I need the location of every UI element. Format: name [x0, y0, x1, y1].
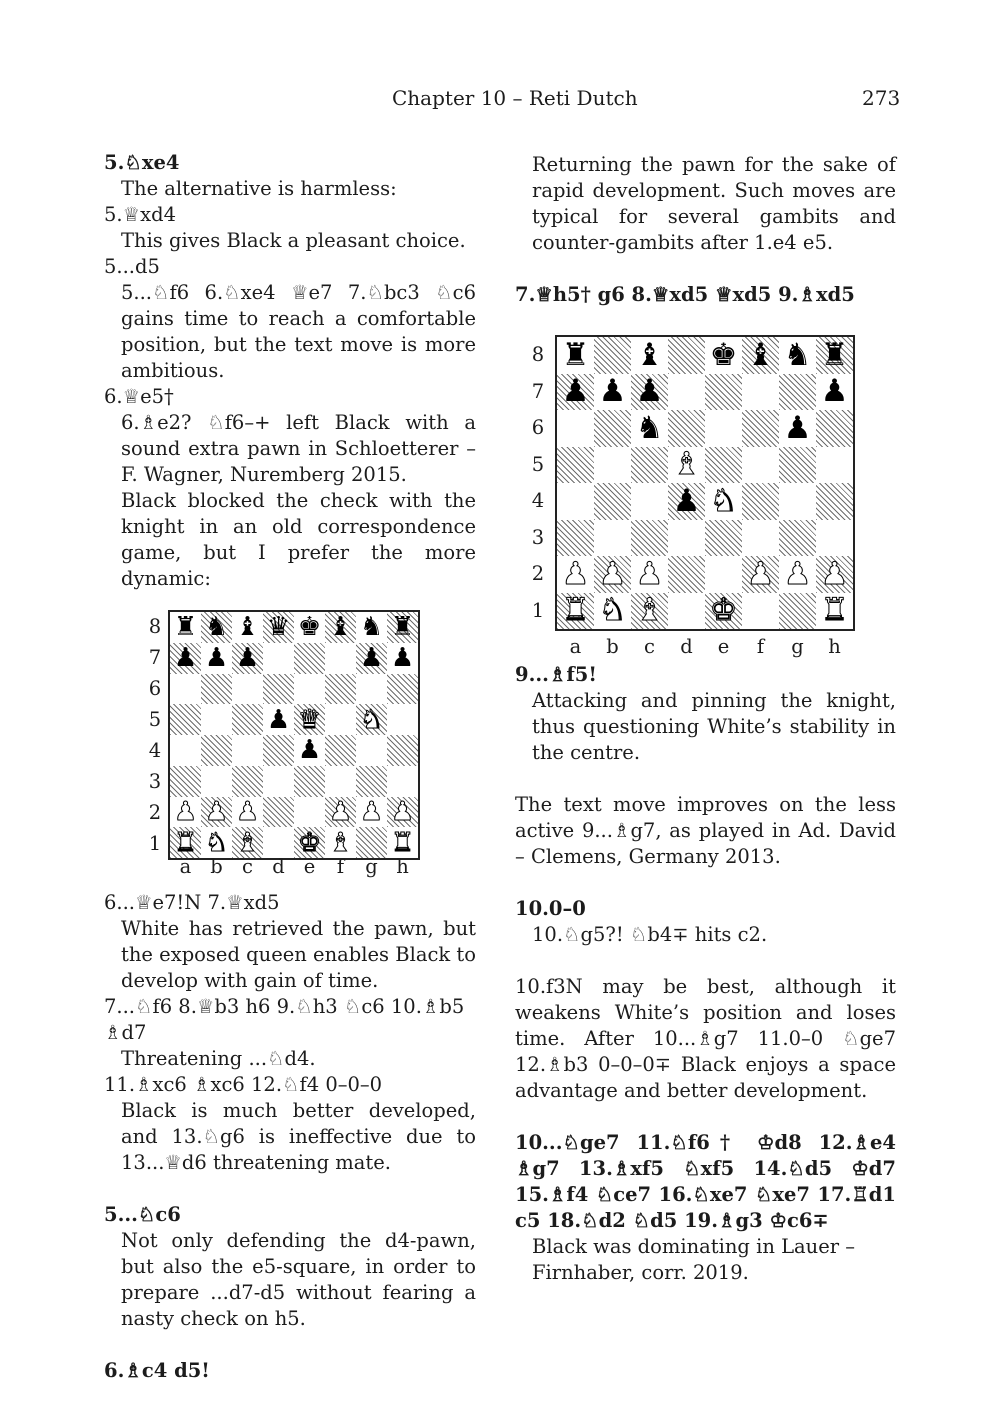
black-pawn-icon: ♟ [783, 409, 812, 446]
rank-label: 2 [531, 562, 545, 586]
file-label: e [717, 635, 730, 658]
file-label: h [828, 635, 841, 658]
white-bishop-icon: ♝ [672, 446, 701, 483]
board-square [201, 704, 232, 735]
white-bishop-icon: ♝ [235, 827, 260, 858]
board-square [631, 337, 668, 374]
board-square [779, 556, 816, 593]
file-labels [557, 632, 853, 662]
board-square [816, 447, 853, 484]
board-square [742, 410, 779, 447]
board-square [263, 643, 294, 674]
file-labels [170, 854, 418, 880]
board-square [779, 520, 816, 557]
white-knight-icon: ♞ [359, 704, 384, 735]
left-column [104, 150, 476, 1384]
board-square [779, 374, 816, 411]
board-square [232, 643, 263, 674]
board-square [201, 735, 232, 766]
black-pawn-icon: ♟ [235, 643, 260, 674]
board-square [705, 374, 742, 411]
board-square [779, 447, 816, 484]
board-square [263, 612, 294, 643]
rank-label: 5 [531, 452, 545, 476]
black-bishop-icon: ♝ [746, 336, 775, 373]
black-bishop-icon: ♝ [235, 612, 260, 643]
board-square [232, 674, 263, 705]
rank-label: 3 [531, 525, 545, 549]
commentary: Not only defending the d4-pawn, but also the e5-square, in order to prepare ...d7-d5 without fearing a nasty check on h5. [121, 1229, 476, 1330]
board-square [387, 674, 418, 705]
commentary: The alternative is harmless: [121, 177, 397, 200]
board-square [779, 410, 816, 447]
board-square [170, 612, 201, 643]
board-square [557, 337, 594, 374]
black-pawn-icon: ♟ [266, 704, 291, 735]
board-square [325, 674, 356, 705]
board-square [356, 674, 387, 705]
board-square [170, 674, 201, 705]
board-square [816, 410, 853, 447]
board-square [201, 797, 232, 828]
board-square [594, 483, 631, 520]
white-king-icon: ♚ [297, 827, 322, 858]
black-knight-icon: ♞ [359, 612, 384, 643]
rank-label: 5 [148, 707, 162, 731]
board-square [705, 447, 742, 484]
commentary: White has retrieved the pawn, but the exposed queen enables Black to develop with gain of time. [121, 917, 476, 992]
rank-labels [527, 337, 549, 629]
board-square [232, 704, 263, 735]
board-square [594, 593, 631, 630]
board-square [356, 643, 387, 674]
variation-move: 11.♗xc6 ♗xc6 12.♘f4 0–0–0 [104, 1073, 383, 1096]
board-square [631, 556, 668, 593]
black-rook-icon: ♜ [561, 336, 590, 373]
board-square [594, 410, 631, 447]
black-pawn-icon: ♟ [561, 373, 590, 410]
black-pawn-icon: ♟ [390, 643, 415, 674]
variation-move: 6.♕e5† [104, 385, 174, 408]
black-rook-icon: ♜ [173, 612, 198, 643]
board-square [742, 483, 779, 520]
black-pawn-icon: ♟ [598, 373, 627, 410]
commentary: 10.f3N may be best, although it weakens White’s position and loses time. After 10...♗g7 11.0–0 ♘ge7 12.♗b3 0–0–0∓ Black enjoys a space advantage and better development. [515, 975, 896, 1102]
board-square [631, 410, 668, 447]
board-square [594, 447, 631, 484]
board-square [557, 483, 594, 520]
board-square [668, 447, 705, 484]
board-square [201, 766, 232, 797]
board-square [779, 483, 816, 520]
board-square [294, 735, 325, 766]
board-square [631, 483, 668, 520]
board-square [387, 735, 418, 766]
white-queen-icon: ♛ [297, 704, 322, 735]
rank-label: 7 [148, 645, 162, 669]
black-rook-icon: ♜ [390, 612, 415, 643]
board-square [705, 483, 742, 520]
black-knight-icon: ♞ [783, 336, 812, 373]
black-bishop-icon: ♝ [328, 612, 353, 643]
board-square [325, 643, 356, 674]
board-square [816, 520, 853, 557]
rank-label: 6 [148, 676, 162, 700]
board-square [668, 520, 705, 557]
file-label: a [569, 635, 582, 658]
board-square [387, 766, 418, 797]
board-square [170, 704, 201, 735]
file-label: g [791, 635, 804, 658]
white-rook-icon: ♜ [820, 592, 849, 629]
commentary: Black was dominating in Lauer – Firnhaber, corr. 2019. [532, 1235, 856, 1284]
board-square [356, 766, 387, 797]
board-square [705, 337, 742, 374]
white-pawn-icon: ♟ [598, 555, 627, 592]
file-label: b [210, 855, 223, 878]
main-move: 9...♗f5! [515, 663, 597, 686]
board-square [201, 612, 232, 643]
rank-label: 7 [531, 379, 545, 403]
black-bishop-icon: ♝ [635, 336, 664, 373]
board-square [557, 556, 594, 593]
white-knight-icon: ♞ [598, 592, 627, 629]
board-square [387, 643, 418, 674]
board-square [170, 797, 201, 828]
board-square [816, 556, 853, 593]
rank-label: 2 [148, 800, 162, 824]
file-label: d [680, 635, 693, 658]
board-square [294, 704, 325, 735]
board-square [201, 674, 232, 705]
commentary: Black blocked the check with the knight in an old correspondence game, but I prefer the more dynamic: [121, 489, 476, 590]
commentary: 10.♘g5?! ♘b4∓ hits c2. [532, 923, 768, 946]
commentary: The text move improves on the less active 9...♗g7, as played in Ad. David – Clemens, Germany 2013. [515, 793, 896, 868]
rank-labels [145, 611, 165, 859]
board-square [294, 674, 325, 705]
board-square [232, 735, 263, 766]
board-square [294, 612, 325, 643]
white-pawn-icon: ♟ [204, 796, 229, 827]
rank-label: 4 [531, 489, 545, 513]
main-move: 5...♘c6 [104, 1203, 181, 1226]
white-pawn-icon: ♟ [328, 796, 353, 827]
black-pawn-icon: ♟ [297, 735, 322, 766]
board-square [557, 374, 594, 411]
commentary: Threatening ...♘d4. [121, 1047, 316, 1070]
rank-label: 1 [531, 598, 545, 622]
commentary: Black is much better developed, and 13.♘g6 is ineffective due to 13...♕d6 threatening mate. [121, 1099, 476, 1174]
main-move: 5.♘xe4 [104, 151, 180, 174]
board-square [294, 797, 325, 828]
main-move: 10...♘ge7 11.♘f6† ♔d8 12.♗e4 ♗g7 13.♗xf5 ♘xf5 14.♘d5 ♔d7 15.♗f4 ♘ce7 16.♘xe7 ♘xe7 17.♖d1 c5 18.♘d2 ♘d5 19.♗g3 ♔c6∓ [515, 1131, 896, 1232]
file-label: h [396, 855, 409, 878]
board-square [325, 735, 356, 766]
board-square [325, 797, 356, 828]
commentary: Returning the pawn for the sake of rapid development. Such moves are typical for several gambits and counter-gambits after 1.e4 e5. [532, 153, 896, 254]
board-square [387, 704, 418, 735]
white-pawn-icon: ♟ [820, 555, 849, 592]
black-queen-icon: ♛ [266, 612, 291, 643]
black-pawn-icon: ♟ [635, 373, 664, 410]
chess-diagram-1 [104, 600, 476, 880]
main-move: 10.0–0 [515, 897, 586, 920]
board-square [705, 593, 742, 630]
board-square [631, 593, 668, 630]
board-square [170, 643, 201, 674]
variation-move: 5.♕xd4 [104, 203, 176, 226]
file-label: c [644, 635, 655, 658]
black-king-icon: ♚ [297, 612, 322, 643]
commentary: 5...♘f6 6.♘xe4 ♕e7 7.♘bc3 ♘c6 gains time to reach a comfortable position, but the text move is more ambitious. [121, 281, 476, 382]
board-square [263, 674, 294, 705]
main-move: 6.♗c4 d5! [104, 1359, 210, 1382]
black-pawn-icon: ♟ [204, 643, 229, 674]
board-square [779, 593, 816, 630]
rank-label: 6 [531, 416, 545, 440]
white-pawn-icon: ♟ [390, 796, 415, 827]
rank-label: 8 [148, 614, 162, 638]
board-square [557, 593, 594, 630]
rank-label: 3 [148, 769, 162, 793]
board-square [387, 797, 418, 828]
file-label: b [606, 635, 619, 658]
board-square [742, 593, 779, 630]
commentary: Attacking and pinning the knight, thus questioning White’s stability in the centre. [532, 689, 896, 764]
white-king-icon: ♚ [709, 592, 738, 629]
black-king-icon: ♚ [709, 336, 738, 373]
file-label: g [365, 855, 378, 878]
board-square [668, 337, 705, 374]
board-square [557, 520, 594, 557]
board-square [742, 556, 779, 593]
variation-move: 5...d5 [104, 255, 160, 278]
board-square [232, 797, 263, 828]
board-square [668, 593, 705, 630]
board-square [325, 612, 356, 643]
white-pawn-icon: ♟ [359, 796, 384, 827]
board-square [263, 735, 294, 766]
white-pawn-icon: ♟ [173, 796, 198, 827]
file-label: d [272, 855, 285, 878]
board-square [668, 483, 705, 520]
variation-move: 7...♘f6 8.♕b3 h6 9.♘h3 ♘c6 10.♗b5 ♗d7 [104, 995, 465, 1044]
board-square [201, 643, 232, 674]
board-square [294, 766, 325, 797]
board-square [594, 374, 631, 411]
board-square [742, 447, 779, 484]
board-square [705, 410, 742, 447]
white-knight-icon: ♞ [204, 827, 229, 858]
board-square [779, 337, 816, 374]
white-pawn-icon: ♟ [746, 555, 775, 592]
white-pawn-icon: ♟ [561, 555, 590, 592]
file-label: a [179, 855, 192, 878]
board-square [294, 643, 325, 674]
black-pawn-icon: ♟ [672, 482, 701, 519]
board-square [631, 447, 668, 484]
board-square [816, 337, 853, 374]
board-square [232, 766, 263, 797]
board-square [668, 410, 705, 447]
chess-diagram-2 [515, 318, 896, 658]
white-bishop-icon: ♝ [635, 592, 664, 629]
board-square [263, 797, 294, 828]
board-square [557, 410, 594, 447]
black-knight-icon: ♞ [635, 409, 664, 446]
board-square [631, 520, 668, 557]
board-square [816, 483, 853, 520]
board-square [742, 374, 779, 411]
chapter-title: Chapter 10 – Reti Dutch [392, 86, 638, 110]
white-pawn-icon: ♟ [635, 555, 664, 592]
board-square [631, 374, 668, 411]
board-square [557, 447, 594, 484]
white-rook-icon: ♜ [561, 592, 590, 629]
board-square [356, 735, 387, 766]
black-rook-icon: ♜ [820, 336, 849, 373]
board-square [325, 766, 356, 797]
file-label: c [242, 855, 253, 878]
white-bishop-icon: ♝ [328, 827, 353, 858]
board-square [668, 556, 705, 593]
board-square [816, 374, 853, 411]
board-square [387, 612, 418, 643]
page-number: 273 [862, 86, 901, 110]
right-column [515, 152, 896, 1286]
board-square [232, 612, 263, 643]
board-square [356, 704, 387, 735]
board-square [170, 735, 201, 766]
black-pawn-icon: ♟ [820, 373, 849, 410]
rank-label: 8 [531, 343, 545, 367]
white-pawn-icon: ♟ [783, 555, 812, 592]
board-square [356, 612, 387, 643]
board-square [356, 797, 387, 828]
board-square [742, 520, 779, 557]
board-square [594, 556, 631, 593]
board-square [594, 520, 631, 557]
board-square [705, 556, 742, 593]
commentary: 6.♗e2? ♘f6–+ left Black with a sound extra pawn in Schloetterer – F. Wagner, Nuremberg 2015. [121, 411, 476, 486]
board-square [705, 520, 742, 557]
board-square [816, 593, 853, 630]
rank-label: 4 [148, 738, 162, 762]
white-rook-icon: ♜ [390, 827, 415, 858]
file-label: f [756, 635, 765, 658]
main-move: 7.♕h5† g6 8.♕xd5 ♕xd5 9.♗xd5 [515, 283, 855, 306]
chess-board [555, 335, 855, 631]
black-knight-icon: ♞ [204, 612, 229, 643]
file-label: e [303, 855, 316, 878]
white-pawn-icon: ♟ [235, 796, 260, 827]
board-square [263, 766, 294, 797]
black-pawn-icon: ♟ [359, 643, 384, 674]
board-square [170, 766, 201, 797]
rank-label: 1 [148, 831, 162, 855]
black-pawn-icon: ♟ [173, 643, 198, 674]
board-square [742, 337, 779, 374]
white-rook-icon: ♜ [173, 827, 198, 858]
board-square [668, 374, 705, 411]
file-label: f [336, 855, 345, 878]
variation-move: 6...♕e7!N 7.♕xd5 [104, 891, 280, 914]
commentary: This gives Black a pleasant choice. [121, 229, 466, 252]
white-knight-icon: ♞ [709, 482, 738, 519]
board-square [594, 337, 631, 374]
board-square [263, 704, 294, 735]
chess-board [168, 610, 420, 860]
board-square [325, 704, 356, 735]
